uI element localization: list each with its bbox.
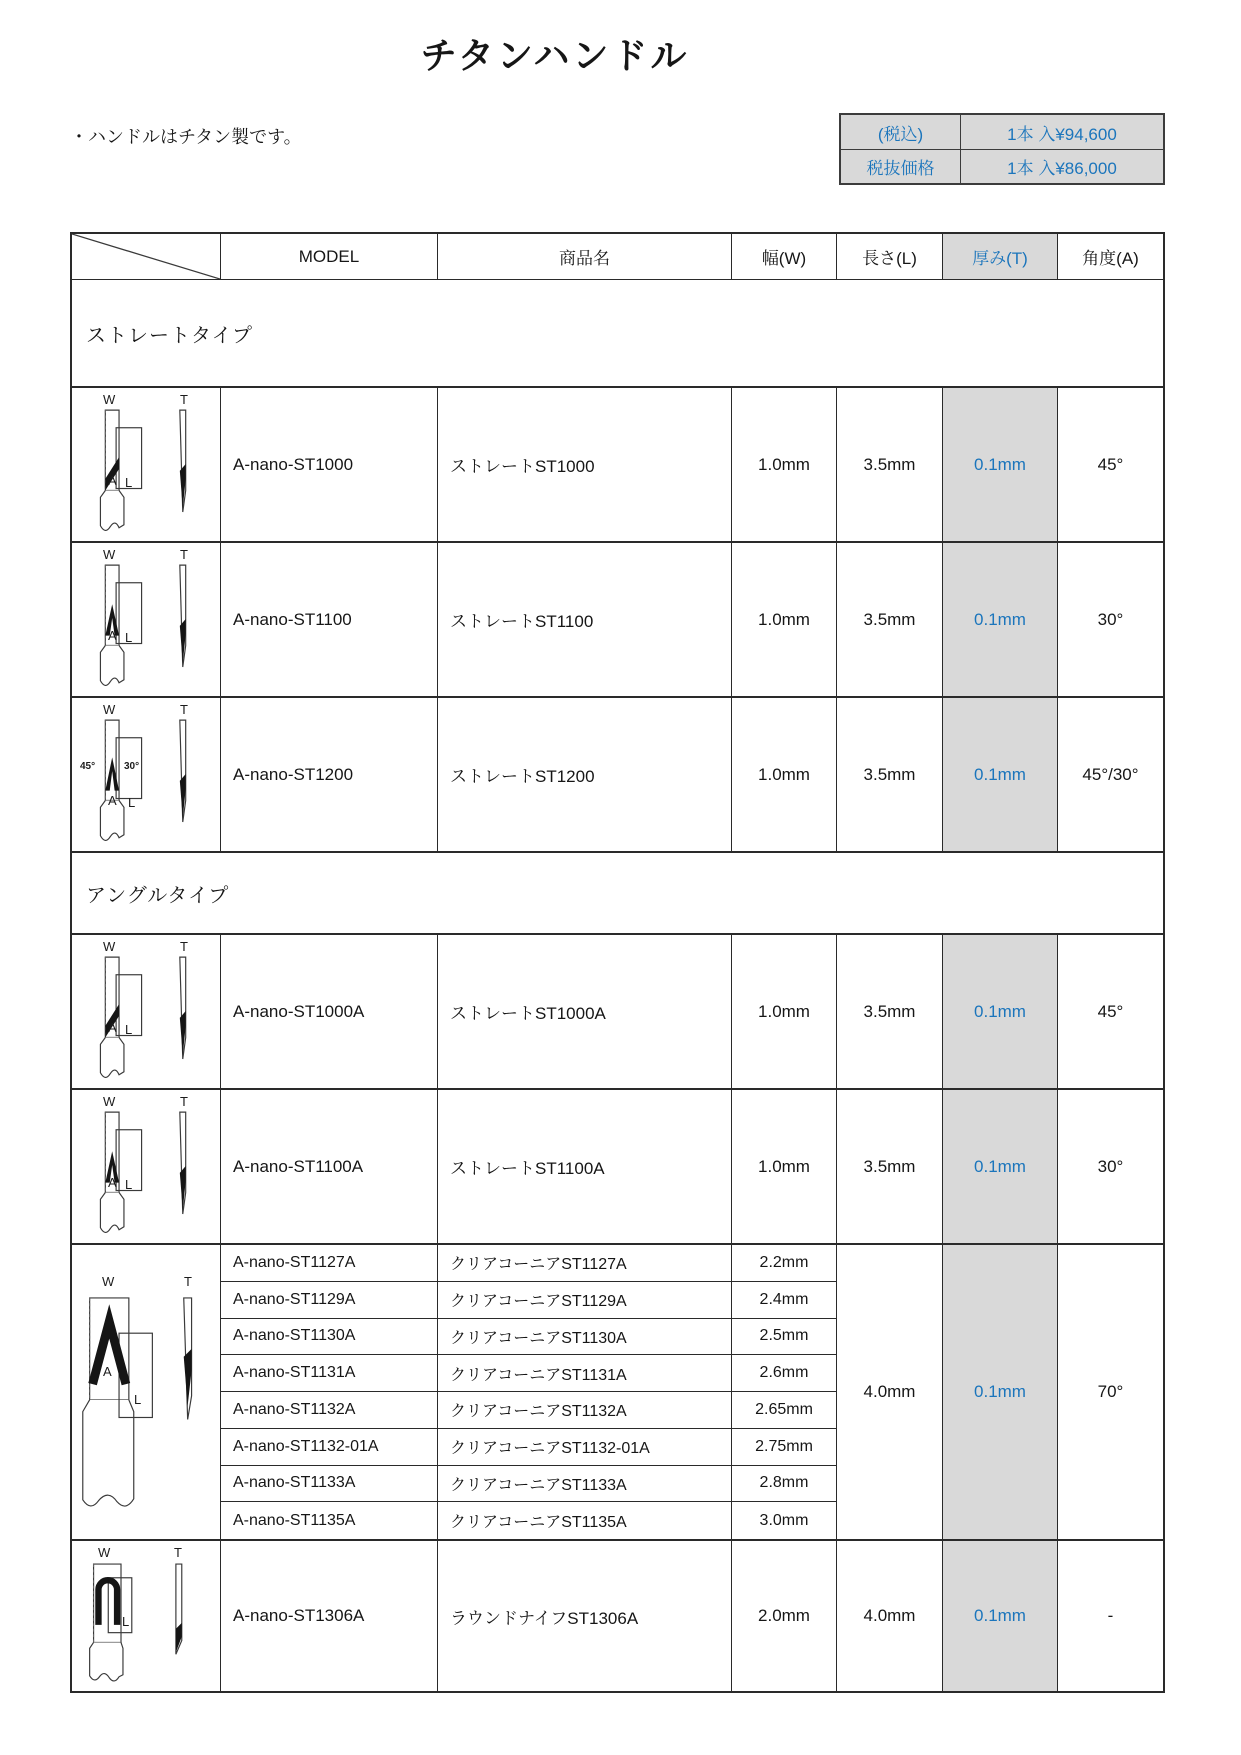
blade-diagram-straight-30 — [72, 543, 220, 696]
diagonal-line — [72, 234, 220, 279]
diagram-label-t: T — [184, 1274, 192, 1289]
section-label: アングルタイプ — [86, 884, 230, 907]
model-cell: A-nano-ST1132A — [221, 1392, 437, 1429]
header-cell-diagonal — [72, 234, 221, 279]
name-cell: クリアコーニアST1132-01A — [438, 1429, 731, 1466]
header-cell-model: MODEL — [221, 234, 438, 279]
length-cell: 3.5mm — [837, 698, 943, 851]
diagram-label-l: L — [125, 475, 133, 490]
name-cell: クリアコーニアST1133A — [438, 1466, 731, 1503]
model-cell: A-nano-ST1131A — [221, 1355, 437, 1392]
diagram-label-a: A — [108, 1175, 117, 1190]
diagram-label-l: L — [134, 1392, 142, 1407]
header-row — [72, 234, 1163, 280]
width-cell: 1.0mm — [732, 388, 837, 541]
name-subcolumn — [438, 1245, 732, 1539]
diagram-label-l: L — [125, 630, 133, 645]
blade-diagram-clear-cornea — [72, 1245, 220, 1539]
length-cell: 3.5mm — [837, 1090, 943, 1243]
diagram-label-45deg: 45° — [80, 761, 96, 772]
width-cell: 1.0mm — [732, 698, 837, 851]
name-cell: ストレートST1000A — [438, 935, 732, 1088]
blade-diagram-straight-45 — [72, 388, 220, 541]
product-row-st1100a — [72, 1090, 1163, 1245]
spec-table — [70, 232, 1165, 1693]
model-cell: A-nano-ST1130A — [221, 1319, 437, 1356]
header-cell-name: 商品名 — [438, 234, 732, 279]
angle-cell: 30° — [1097, 609, 1124, 629]
diagram-label-w: W — [103, 392, 116, 407]
blade-drawing — [72, 543, 220, 696]
header-cell-width: 幅(W) — [732, 234, 837, 279]
name-cell: クリアコーニアST1127A — [438, 1245, 731, 1282]
product-row-st1200 — [72, 698, 1163, 853]
width-cell: 1.0mm — [732, 1090, 837, 1243]
blade-drawing — [72, 1541, 220, 1691]
header-cell-thickness: 厚み(T) — [943, 234, 1058, 279]
diagram-label-t: T — [180, 702, 188, 717]
name-cell: クリアコーニアST1132A — [438, 1392, 731, 1429]
width-cell: 2.4mm — [732, 1282, 836, 1319]
product-group-clear-cornea — [72, 1245, 1163, 1541]
angle-cell: - — [1107, 1606, 1114, 1625]
diagram-label-l: L — [125, 1022, 133, 1037]
diagram-label-a: A — [108, 793, 117, 808]
model-cell: A-nano-ST1132-01A — [221, 1429, 437, 1466]
width-subcolumn — [732, 1245, 837, 1539]
name-cell: クリアコーニアST1131A — [438, 1355, 731, 1392]
model-cell: A-nano-ST1306A — [221, 1541, 438, 1691]
thickness-cell: 0.1mm — [943, 543, 1058, 696]
angle-cell-merged: 70° — [1097, 1382, 1124, 1401]
diagram-label-t: T — [180, 547, 188, 562]
diagram-label-w: W — [98, 1545, 111, 1560]
thickness-cell-merged: 0.1mm — [943, 1245, 1058, 1539]
blade-drawing — [72, 1090, 220, 1243]
name-cell: ストレートST1200 — [438, 698, 732, 851]
thickness-cell: 0.1mm — [943, 388, 1058, 541]
name-cell: ストレートST1000 — [438, 388, 732, 541]
diagram-cell — [72, 1541, 221, 1691]
diagram-label-w: W — [103, 547, 116, 562]
angle-cell: 45°/30° — [1082, 764, 1139, 784]
blade-diagram-angle-30 — [72, 1090, 220, 1243]
product-row-st1000a — [72, 935, 1163, 1090]
model-subcolumn — [221, 1245, 438, 1539]
thickness-cell: 0.1mm — [943, 698, 1058, 851]
length-cell: 3.5mm — [837, 388, 943, 541]
width-cell: 1.0mm — [732, 543, 837, 696]
model-cell: A-nano-ST1100A — [221, 1090, 438, 1243]
width-cell: 2.0mm — [732, 1541, 837, 1691]
model-cell: A-nano-ST1000 — [221, 388, 438, 541]
angle-cell: 45° — [1097, 454, 1124, 474]
price-value: 1本 入¥86,000 — [1007, 159, 1117, 178]
model-cell: A-nano-ST1127A — [221, 1245, 437, 1282]
width-cell: 2.65mm — [732, 1392, 836, 1429]
blade-diagram-round-knife — [72, 1541, 220, 1691]
model-cell: A-nano-ST1000A — [221, 935, 438, 1088]
model-cell: A-nano-ST1135A — [233, 1511, 356, 1529]
model-cell: A-nano-ST1129A — [221, 1282, 437, 1319]
page-title: チタンハンドル — [420, 35, 690, 76]
name-cell: クリアコーニアST1130A — [438, 1319, 731, 1356]
section-row-straight — [72, 280, 1163, 388]
blade-diagram-45-30 — [72, 698, 220, 851]
diagram-label-w: W — [103, 939, 116, 954]
name-cell: クリアコーニアST1135A — [450, 1514, 627, 1532]
diagram-label-w: W — [102, 1274, 115, 1289]
section-row-angle — [72, 853, 1163, 935]
thickness-cell: 0.1mm — [943, 1090, 1058, 1243]
header-cell-angle: 角度(A) — [1082, 249, 1139, 268]
price-row-tax-included — [841, 115, 1163, 149]
diagram-label-l: L — [122, 1614, 130, 1629]
name-cell: ストレートST1100 — [438, 543, 732, 696]
width-cell: 2.2mm — [732, 1245, 836, 1282]
price-table — [839, 113, 1165, 185]
price-value: 1本 入¥94,600 — [1007, 124, 1117, 144]
blade-drawing — [72, 935, 220, 1088]
header-cell-length: 長さ(L) — [837, 234, 943, 279]
diagram-cell — [72, 543, 221, 696]
width-cell: 2.6mm — [732, 1355, 836, 1392]
thickness-cell: 0.1mm — [943, 935, 1058, 1088]
width-cell: 3.0mm — [759, 1511, 809, 1529]
model-cell: A-nano-ST1100 — [221, 543, 438, 696]
name-cell: クリアコーニアST1129A — [438, 1282, 731, 1319]
price-row-tax-excluded — [841, 149, 1163, 183]
model-cell: A-nano-ST1200 — [221, 698, 438, 851]
blade-drawing — [72, 1245, 220, 1539]
diagram-cell — [72, 388, 221, 541]
product-row-st1100 — [72, 543, 1163, 698]
diagram-label-a: A — [103, 1364, 112, 1379]
diagram-cell — [72, 698, 221, 851]
width-cell: 2.5mm — [732, 1319, 836, 1356]
diagram-label-l: L — [128, 795, 136, 810]
diagram-cell — [72, 1090, 221, 1243]
product-row-st1000 — [72, 388, 1163, 543]
diagram-label-w: W — [103, 702, 116, 717]
bullet-note: ・ハンドルはチタン製です。 — [70, 127, 302, 147]
width-cell: 1.0mm — [732, 935, 837, 1088]
length-cell-merged: 4.0mm — [837, 1245, 943, 1539]
name-cell: ラウンドナイフST1306A — [438, 1541, 732, 1691]
length-cell: 3.5mm — [837, 543, 943, 696]
angle-cell: 45° — [1097, 1001, 1124, 1021]
thickness-cell: 0.1mm — [943, 1541, 1058, 1691]
model-cell: A-nano-ST1133A — [221, 1466, 437, 1503]
diagram-cell — [72, 1245, 221, 1539]
diagram-label-t: T — [180, 1094, 188, 1109]
name-cell: ストレートST1100A — [438, 1090, 732, 1243]
length-cell: 3.5mm — [837, 935, 943, 1088]
diagram-cell — [72, 935, 221, 1088]
width-cell: 2.75mm — [732, 1429, 836, 1466]
diagram-label-l: L — [125, 1177, 133, 1192]
blade-drawing — [72, 698, 220, 851]
diagram-label-w: W — [103, 1094, 116, 1109]
diagram-label-a: A — [108, 628, 117, 643]
price-label: 税抜価格 — [841, 150, 961, 183]
diagram-label-t: T — [174, 1545, 182, 1560]
diagram-label-t: T — [180, 392, 188, 407]
section-label: ストレートタイプ — [86, 324, 253, 347]
diagram-label-30deg: 30° — [124, 761, 140, 772]
diagram-label-a: A — [108, 473, 117, 488]
length-cell: 4.0mm — [837, 1541, 943, 1691]
angle-cell: 30° — [1097, 1156, 1124, 1176]
price-label: (税込) — [841, 115, 961, 149]
blade-drawing — [72, 388, 220, 541]
diagram-label-t: T — [180, 939, 188, 954]
product-row-st1306a — [72, 1541, 1163, 1691]
blade-diagram-angle-45 — [72, 935, 220, 1088]
diagram-label-a: A — [108, 1020, 117, 1035]
width-cell: 2.8mm — [732, 1466, 836, 1503]
